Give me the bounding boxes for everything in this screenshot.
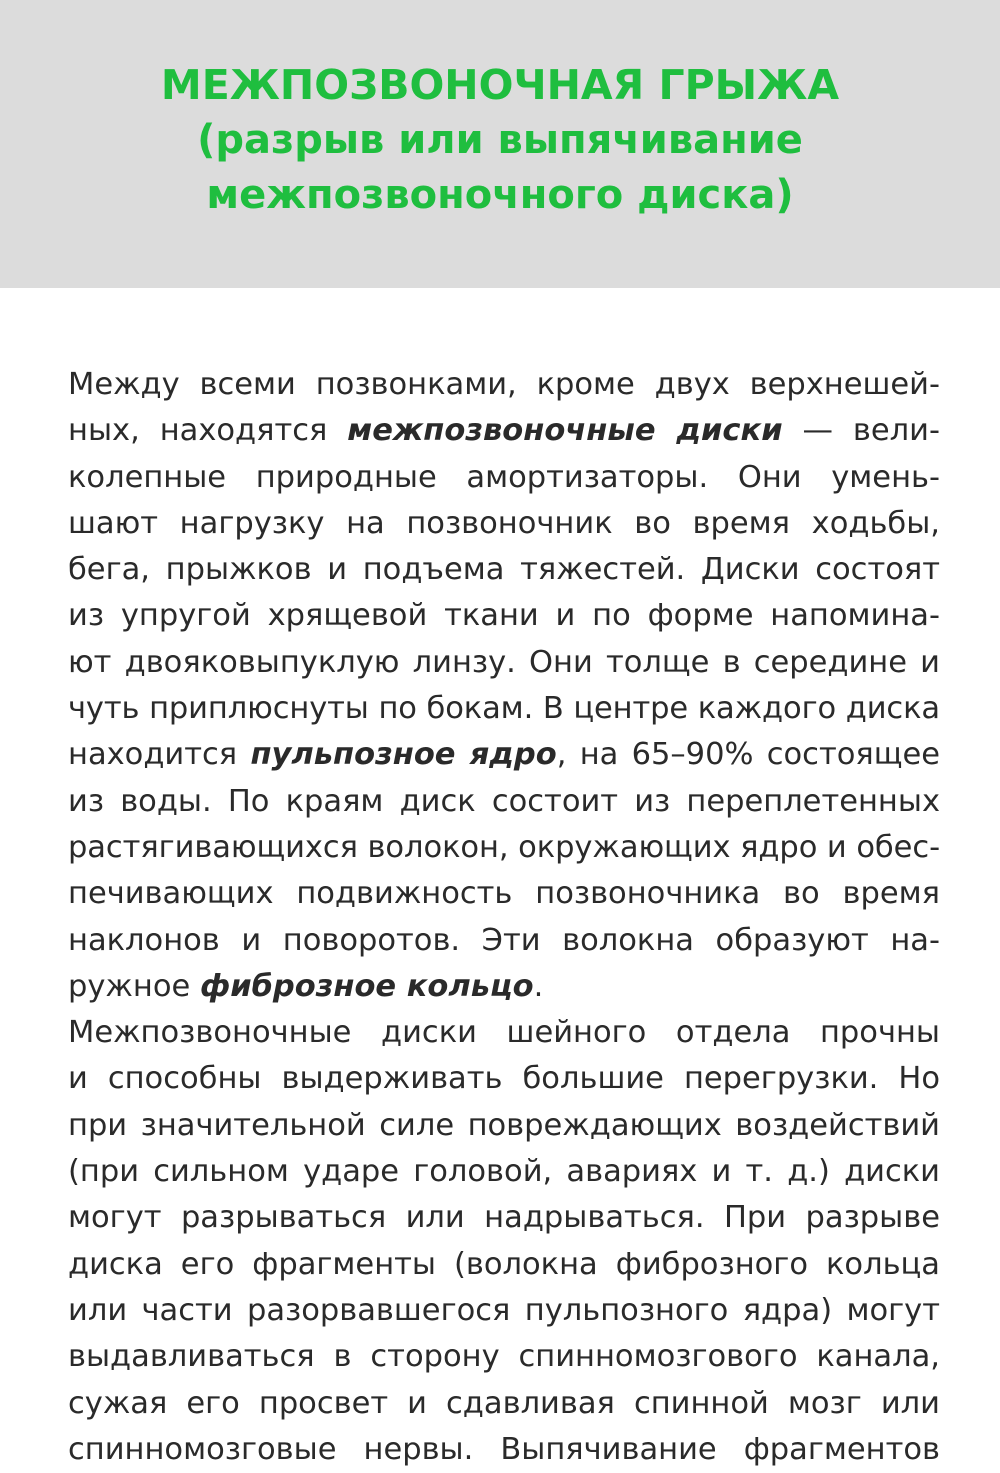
body-line [68,964,940,1010]
body-line-text: . [533,968,544,1004]
body-line [68,1381,940,1427]
body-line [68,1103,940,1149]
body-line-text: (при сильном ударе головой, авариях и т. д.) диски [68,1154,940,1190]
body-line [68,1149,940,1195]
body-line-text: бега, прыжков и подъема тяжестей. Диски состоят [68,552,940,588]
body-line [68,1242,940,1288]
body-line-text: и способны выдерживать большие перегрузки. Но [68,1061,940,1097]
body-line-text: растягивающихся волокон, окружающих ядро и обес- [68,829,941,865]
body-line-text: находится [68,737,251,773]
body-line [68,825,940,871]
body-line-text: спинномозговые нервы. Выпячивание фрагментов [68,1431,940,1467]
title-line-2: (разрыв или выпячивание [197,117,803,163]
body-line [68,1427,940,1473]
body-line [68,1010,940,1056]
title-line-3: межпозвоночного диска) [206,172,794,218]
body-line-text: ружное [68,968,200,1004]
body-line-text: могут разрываться или надрываться. При разрыве [68,1200,940,1236]
emphasized-term: фиброзное кольцо [199,968,534,1004]
body-line [68,640,940,686]
body-line [68,547,940,593]
body-line [68,501,940,547]
body-line [68,1288,940,1334]
body-line-text: чуть приплюснуты по бокам. В центре каждого диска [68,691,940,727]
body-line-text: при значительной силе повреждающих воздействий [68,1107,940,1143]
body-line-text: , на 65–90% состоящее [556,737,940,773]
body-line-text: ных, находятся [68,413,348,449]
body-line [68,455,940,501]
body-line-text: сужая его просвет и сдавливая спинной мозг или [68,1385,940,1421]
body-line [68,408,940,454]
body-line-text: колепные природные амортизаторы. Они умень- [68,459,940,495]
emphasized-term: пульпозное ядро [250,737,557,773]
body-line-text: — вели- [782,413,940,449]
body-line [68,871,940,917]
body-line [68,686,940,732]
body-line [68,593,940,639]
body-line-text: из воды. По краям диск состоит из переплетенных [68,783,940,819]
body-line [68,1334,940,1380]
body-line [68,362,940,408]
body-line-text: печивающих подвижность позвоночника во время [68,876,940,912]
body-text [68,362,940,1473]
body-line-text: шают нагрузку на позвоночник во время ходьбы, [68,505,940,541]
emphasized-term: межпозвоночные диски [347,413,783,449]
body-line-text: Межпозвоночные диски шейного отдела прочны [68,1015,940,1051]
body-line [68,1056,940,1102]
body-line [68,918,940,964]
body-line [68,732,940,778]
body-line [68,1195,940,1241]
body-line-text: наклонов и поворотов. Эти волокна образуют на- [68,922,940,958]
body-line-text: или части разорвавшегося пульпозного ядра) могут [68,1292,940,1328]
body-line-text: Между всеми позвонками, кроме двух верхнешей- [68,367,940,402]
page-title [0,58,1000,223]
title-line-1: МЕЖПОЗВОНОЧНАЯ ГРЫЖА [160,61,840,109]
body-line-text: выдавливаться в сторону спинномозгового канала, [68,1339,940,1375]
body-line-text: ют двояковыпуклую линзу. Они толще в середине и [68,644,940,680]
body-line-text: диска его фрагменты (волокна фиброзного кольца [68,1246,940,1282]
body-line [68,779,940,825]
body-line-text: из упругой хрящевой ткани и по форме напомина- [68,598,940,634]
